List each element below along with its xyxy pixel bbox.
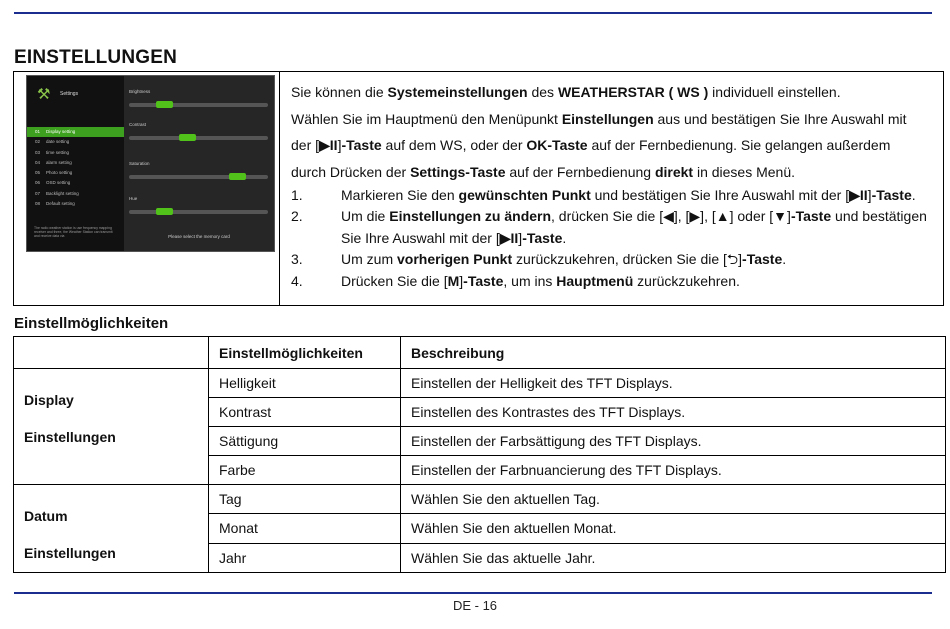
step-number: 2. — [291, 208, 303, 225]
text-run: Drücken Sie die [ — [341, 272, 448, 289]
step-item — [291, 206, 943, 249]
step-item — [291, 271, 943, 292]
text-run: und bestätigen Sie Ihre Auswahl mit der [ — [590, 187, 850, 203]
bottom-rule — [14, 592, 932, 594]
screen-menu-item: 08 Default setting — [35, 201, 75, 207]
text-run: auf der Fernbedienung — [505, 163, 655, 180]
text-run: aus und bestätigen Sie Ihre Auswahl mit — [653, 110, 907, 127]
steps-list — [291, 185, 943, 292]
screen-menu-item: 01 Display setting — [27, 127, 124, 137]
emphasis-text: vorherigen Punkt — [397, 251, 513, 268]
menu-title: Settings — [60, 91, 79, 97]
group-label: Einstellungen — [24, 429, 116, 445]
text-run: . — [562, 229, 567, 246]
emphasis-text: OK-Taste — [526, 137, 588, 153]
group-label: Einstellungen — [24, 545, 116, 561]
screen-menu-item: 07 Backlight setting — [35, 190, 79, 196]
emphasis-text: ▶II — [849, 187, 868, 203]
screen-slider-label: Hue — [129, 196, 138, 201]
screen-slider-track — [129, 103, 268, 107]
step-number: 3. — [291, 251, 303, 268]
emphasis-text: Einstellungen zu ändern — [389, 208, 552, 225]
emphasis-text: Einstellungen — [561, 110, 654, 127]
emphasis-text: -Taste — [522, 229, 563, 246]
option-cell: Helligkeit — [209, 369, 401, 398]
emphasis-text: -Taste — [463, 272, 504, 289]
intro-text — [291, 79, 943, 292]
text-run: Um die — [341, 208, 390, 225]
description-cell: Einstellen der Helligkeit des TFT Displays. — [401, 369, 946, 398]
screen-menu-item-number: 01 — [35, 129, 41, 134]
screen-slider-knob — [229, 173, 246, 180]
emphasis-text: ▶II — [319, 137, 338, 153]
option-cell: Sättigung — [209, 427, 401, 456]
text-run: zurückzukehren. — [633, 272, 740, 289]
text-run: Um zum — [341, 251, 397, 268]
screen-menu-item-number: 04 — [35, 159, 41, 165]
slider-panel — [124, 76, 274, 251]
screen-menu-item-number: 07 — [35, 190, 41, 196]
text-run: Wählen Sie im Hauptmenü den Menüpunkt — [291, 110, 562, 127]
description-cell: Wählen Sie das aktuelle Jahr. — [401, 543, 946, 572]
step-item — [291, 249, 943, 270]
intro-line — [291, 106, 943, 133]
screen-slider-knob — [179, 134, 196, 141]
screen-menu-item: 03 time setting — [35, 149, 70, 155]
screen-menu-item: 05 Photo setting — [35, 170, 73, 176]
screen-slider-label: Contrast — [129, 122, 147, 127]
intro-line — [291, 159, 943, 186]
emphasis-text: Hauptmenü — [556, 272, 634, 289]
text-run: durch Drücken der — [291, 163, 411, 180]
emphasis-text: -Taste — [871, 187, 912, 203]
emphasis-text: gewünschten Punkt — [458, 187, 591, 203]
text-run: der [ — [291, 137, 320, 153]
screen-menu-item: 04 alarm setting — [35, 159, 72, 165]
screen-menu-item-number: 02 — [35, 139, 41, 145]
info-box — [13, 71, 944, 306]
intro-line — [291, 79, 943, 106]
screen-slider-label: Brightness — [129, 89, 151, 94]
option-cell: Tag — [209, 485, 401, 514]
intro-line — [291, 132, 943, 159]
text-run: ] — [459, 272, 464, 289]
page-number: DE - 16 — [452, 598, 498, 613]
text-run: des — [527, 84, 558, 100]
options-table — [13, 336, 946, 573]
description-cell: Wählen Sie den aktuellen Tag. — [401, 485, 946, 514]
text-run: . — [782, 251, 787, 268]
text-run: und bestätigen Sie Ihre Auswahl mit der [ — [341, 208, 927, 246]
text-run: Markieren Sie den — [341, 187, 459, 203]
text-run: auf dem WS, oder der — [381, 137, 527, 153]
text-run: ] — [518, 229, 523, 246]
text-run: auf der Fernbedienung. Sie gelangen außerdem — [587, 137, 891, 153]
emphasis-text: -Taste — [742, 251, 783, 268]
group-label: Datum — [24, 508, 68, 524]
table-header-row — [14, 337, 946, 369]
text-run: ] — [337, 137, 342, 153]
text-run: . — [911, 187, 916, 203]
text-run: individuell einstellen. — [708, 84, 841, 100]
screen-menu-item-number: 08 — [35, 201, 41, 207]
screen-menu-item-number: 06 — [35, 180, 41, 186]
table-header-cell: Einstellmöglichkeiten — [209, 337, 401, 369]
table-row — [14, 369, 946, 398]
emphasis-text: ▶II — [499, 229, 519, 246]
emphasis-text: Settings-Taste — [410, 163, 506, 180]
menu-footer-note: The radio weather station is use frequency mapping receiver and three, the Weather Station can transmit and receive data via — [34, 226, 113, 238]
group-label-cell — [14, 485, 209, 573]
step-number: 4. — [291, 272, 303, 289]
screen-menu-item: 06 OSD setting — [35, 180, 71, 186]
description-cell: Einstellen der Farbnuancierung des TFT Displays. — [401, 456, 946, 485]
screen-hint: Please select the memory card — [168, 234, 230, 239]
screen-menu-item-number: 03 — [35, 149, 41, 155]
text-run: in dieses Menü. — [693, 163, 796, 180]
option-cell: Jahr — [209, 543, 401, 572]
emphasis-text: WEATHERSTAR ( WS ) — [557, 84, 709, 100]
text-run: ] — [867, 187, 872, 203]
description-cell: Einstellen des Kontrastes des TFT Displays. — [401, 398, 946, 427]
screen-slider-track — [129, 136, 268, 140]
device-screenshot — [26, 75, 275, 252]
table-row — [14, 485, 946, 514]
group-label-cell — [14, 369, 209, 485]
text-run: zurückzukehren, drücken Sie die [⮌] — [512, 251, 743, 268]
option-cell: Kontrast — [209, 398, 401, 427]
top-rule — [14, 12, 932, 14]
emphasis-text: -Taste — [790, 208, 832, 225]
emphasis-text: M — [447, 272, 460, 289]
group-label: Display — [24, 392, 74, 408]
settings-menu — [27, 76, 124, 251]
screen-slider-track — [129, 210, 268, 214]
text-run: Sie können die — [291, 84, 388, 100]
text-run: , drücken Sie die [◀], [▶], [▲] oder [▼] — [551, 208, 791, 225]
text-run: , um ins — [503, 272, 557, 289]
step-number: 1. — [291, 187, 303, 203]
box-divider — [279, 72, 280, 305]
emphasis-text: -Taste — [341, 137, 382, 153]
emphasis-text: Systemeinstellungen — [387, 84, 528, 100]
table-header-cell — [14, 337, 209, 369]
settings-tools-icon: ⚒ — [37, 86, 51, 103]
description-cell: Einstellen der Farbsättigung des TFT Displays. — [401, 427, 946, 456]
screen-slider-track — [129, 175, 268, 179]
screen-slider-label: Saturation — [129, 161, 150, 166]
description-cell: Wählen Sie den aktuellen Monat. — [401, 514, 946, 543]
emphasis-text: direkt — [654, 163, 694, 180]
option-cell: Monat — [209, 514, 401, 543]
section-subtitle: Einstellmöglichkeiten — [14, 315, 169, 332]
screen-menu-item-number: 05 — [35, 170, 41, 176]
screen-slider-knob — [156, 208, 173, 215]
page-title: EINSTELLUNGEN — [14, 47, 178, 68]
step-item — [291, 185, 943, 206]
table-header-cell: Beschreibung — [401, 337, 946, 369]
screen-slider-knob — [156, 101, 173, 108]
screen-menu-item: 02 date setting — [35, 139, 70, 145]
option-cell: Farbe — [209, 456, 401, 485]
